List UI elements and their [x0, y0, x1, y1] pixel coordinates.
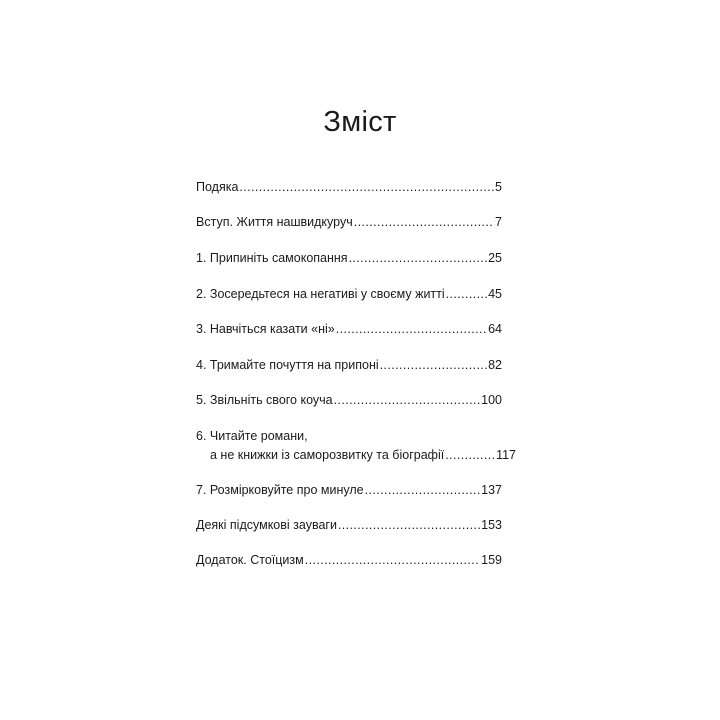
toc-entry-label: 7. Розмірковуйте про минуле [196, 483, 364, 497]
toc-entry [196, 286, 502, 302]
toc-entry-label: Подяка [196, 180, 239, 194]
toc-entry-page: 117 [496, 448, 516, 462]
toc-entry-page: 5 [495, 180, 502, 194]
toc-entry-label: Вступ. Життя нашвидкуруч [196, 215, 353, 229]
toc-entry-label: 2. Зосередьтеся на негативі у своєму житті [196, 287, 445, 301]
toc-entry-label: Деякі підсумкові зауваги [196, 518, 337, 532]
toc-entry-page: 100 [481, 393, 502, 407]
toc-entry-page: 45 [488, 287, 502, 301]
toc-entry [196, 250, 502, 266]
toc-entry-label: 1. Припиніть самокопання [196, 251, 348, 265]
toc-entry [196, 517, 502, 533]
toc-entry-label: 5. Звільніть свого коуча [196, 393, 333, 407]
toc-entry-page: 64 [488, 322, 502, 336]
dot-leader [446, 286, 487, 302]
toc-entry [196, 482, 502, 498]
dot-leader [354, 214, 494, 230]
dot-leader [380, 357, 487, 373]
toc-entry [196, 392, 502, 408]
toc-entry [196, 179, 502, 195]
page-title: Зміст [323, 106, 397, 138]
dot-leader [365, 482, 481, 498]
toc-entry [196, 321, 502, 337]
dot-leader [445, 447, 495, 463]
toc-entry [196, 428, 516, 463]
dot-leader [305, 552, 480, 568]
dot-leader [239, 179, 494, 195]
dot-leader [349, 250, 488, 266]
toc-entry [196, 357, 502, 373]
toc-entry-label-line1: 6. Читайте романи, [196, 429, 308, 443]
toc-entry-page: 159 [481, 553, 502, 567]
toc-entry-label: Додаток. Стоїцизм [196, 553, 304, 567]
toc-entry-label: а не книжки із саморозвитку та біографії [210, 448, 445, 462]
toc-entry-label: 3. Навчіться казати «ні» [196, 322, 335, 336]
toc-entry [196, 552, 502, 568]
toc-entry-page: 137 [481, 483, 502, 497]
dot-leader [334, 392, 481, 408]
dot-leader [338, 517, 480, 533]
toc-entry-page: 7 [495, 215, 502, 229]
dot-leader [336, 321, 487, 337]
toc-entry-page: 82 [488, 358, 502, 372]
toc-entry [196, 214, 502, 230]
toc-entry-page: 25 [488, 251, 502, 265]
toc-entry-page: 153 [481, 518, 502, 532]
toc-entry-label: 4. Тримайте почуття на припоні [196, 358, 379, 372]
